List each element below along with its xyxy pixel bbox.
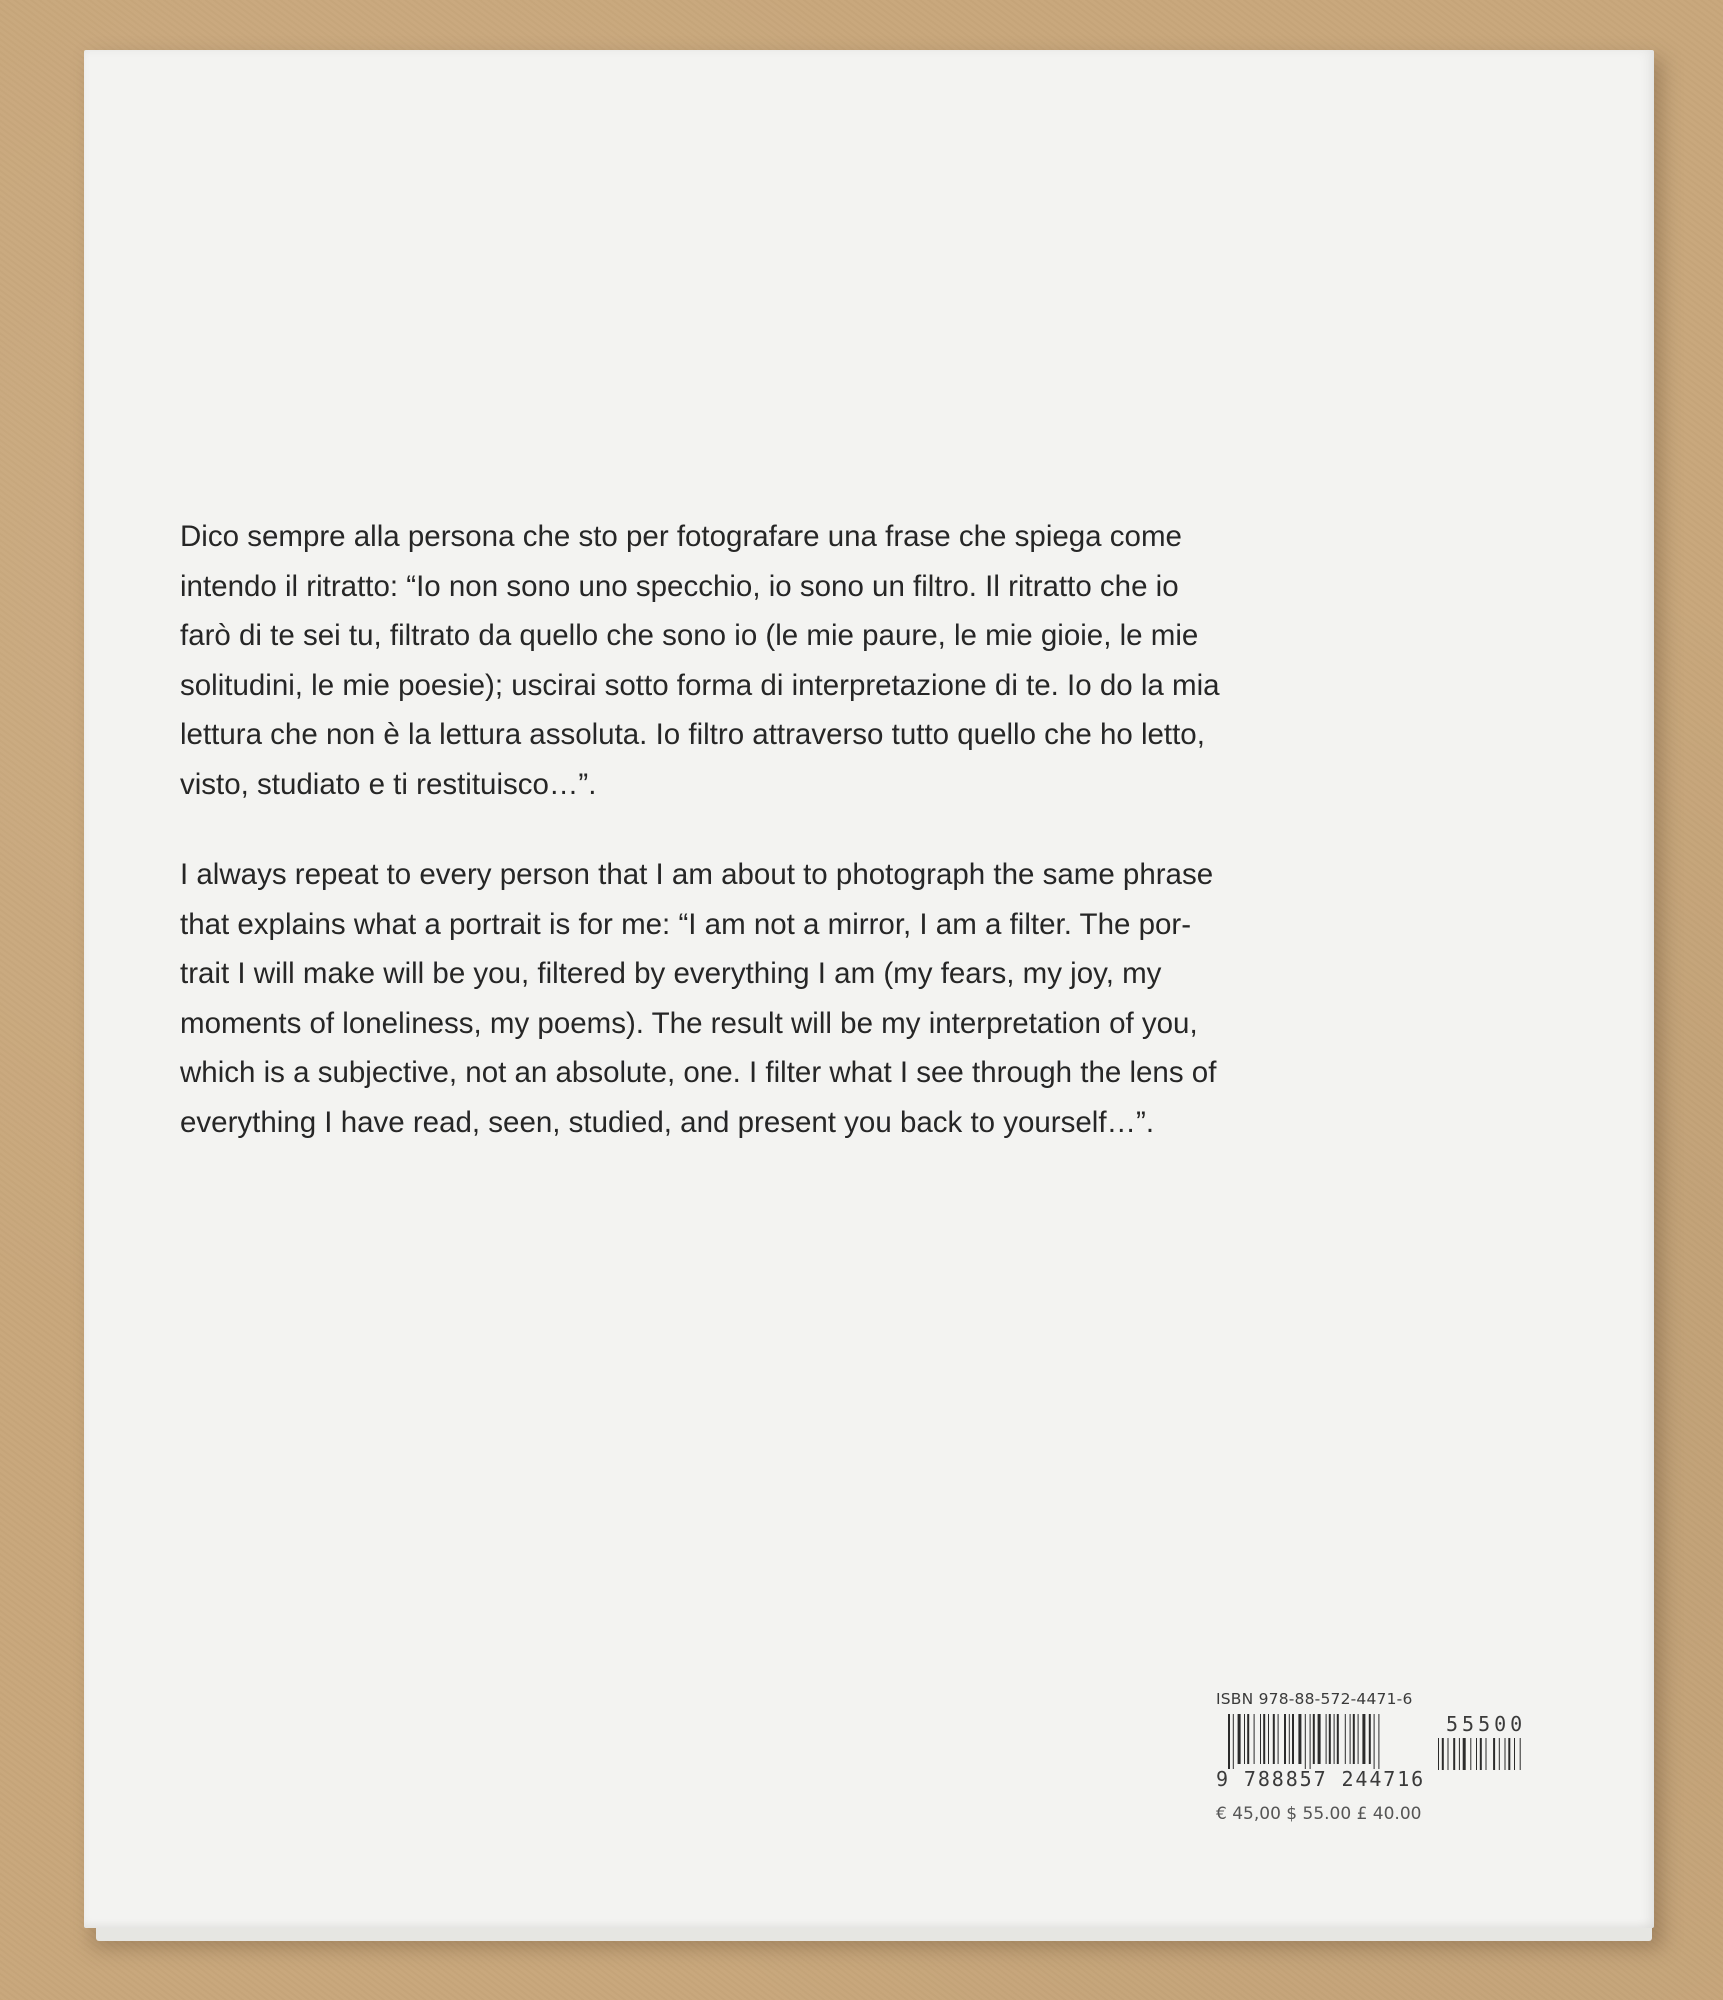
addon-bar bbox=[1448, 1738, 1449, 1770]
barcode-bar bbox=[1334, 1714, 1335, 1764]
barcode-bar bbox=[1292, 1714, 1294, 1764]
barcode-bar bbox=[1284, 1714, 1286, 1764]
isbn-label: ISBN 978-88-572-4471-6 bbox=[1216, 1690, 1413, 1708]
barcode-bar bbox=[1289, 1714, 1290, 1764]
barcode-area bbox=[1216, 1690, 1556, 1830]
addon-digits: 55500 bbox=[1446, 1712, 1527, 1736]
barcode-bar bbox=[1329, 1714, 1331, 1764]
barcode-bar bbox=[1273, 1714, 1275, 1764]
barcode-bar bbox=[1345, 1714, 1346, 1764]
addon-bar bbox=[1476, 1738, 1477, 1770]
english-paragraph: I always repeat to every person that I am about to photograph the same phrase that explains what a portrait is for me: “I am not a mirror, I am a filter. The por- trait I will make will be you, filtered by everything I am (my fears, my joy, my moments of loneliness, my poems). The result will be my interpretation of you, which is a subjective, not an absolute, one. I filter what I see through the lens of everything I have read, seen, studied, and present you back to yourself…”. bbox=[180, 858, 1217, 1139]
barcode-bar bbox=[1350, 1714, 1351, 1764]
addon-bar bbox=[1480, 1738, 1482, 1770]
barcode-bar bbox=[1233, 1714, 1234, 1769]
barcode-bar bbox=[1268, 1714, 1269, 1764]
addon-bar bbox=[1514, 1738, 1515, 1770]
addon-bar bbox=[1470, 1738, 1471, 1770]
barcode-bar bbox=[1313, 1714, 1315, 1764]
barcode-bar bbox=[1254, 1714, 1255, 1764]
barcode-bar bbox=[1369, 1714, 1371, 1764]
addon-bar bbox=[1499, 1738, 1500, 1770]
addon-bar bbox=[1505, 1738, 1506, 1770]
italian-paragraph: Dico sempre alla persona che sto per fotografare una frase che spiega come intendo il ritratto: “Io non sono uno specchio, io sono un filtro. Il ritratto che io farò di te sei tu, filtrato da quello che sono io (le mie paure, le mie gioie, le mie solitudini, le mie poesie); uscirai sotto forma di interpretazione di te. Io do la mia lettura che non è la lettura assoluta. Io filtro attraverso tutto quello che ho letto, visto, studiato e ti restituisco…”. bbox=[180, 520, 1220, 801]
barcode-bar bbox=[1298, 1714, 1301, 1764]
barcode-bar bbox=[1353, 1714, 1355, 1764]
addon-bar bbox=[1520, 1738, 1521, 1770]
addon-bar bbox=[1508, 1738, 1510, 1770]
price-list: € 45,00 $ 55.00 £ 40.00 bbox=[1216, 1804, 1422, 1824]
addon-bar bbox=[1493, 1738, 1495, 1770]
barcode-bar bbox=[1337, 1714, 1339, 1764]
addon-bar bbox=[1486, 1738, 1487, 1770]
barcode-bar bbox=[1247, 1714, 1249, 1764]
addon-bar bbox=[1453, 1738, 1455, 1770]
barcode-bar bbox=[1318, 1714, 1321, 1764]
addon-bar bbox=[1463, 1738, 1466, 1770]
barcode-bar bbox=[1228, 1714, 1230, 1769]
back-cover-text bbox=[180, 512, 1435, 1147]
ean-barcode bbox=[1228, 1714, 1438, 1769]
barcode-bar bbox=[1244, 1714, 1245, 1764]
barcode-bar bbox=[1305, 1714, 1306, 1769]
addon-bar bbox=[1442, 1738, 1444, 1770]
barcode-bar bbox=[1260, 1714, 1261, 1764]
barcode-bar bbox=[1326, 1714, 1327, 1764]
barcode-bar bbox=[1362, 1714, 1365, 1764]
barcode-bar bbox=[1263, 1714, 1265, 1764]
barcode-bar bbox=[1278, 1714, 1279, 1764]
addon-barcode bbox=[1438, 1738, 1534, 1770]
ean-digits: 9 788857 244716 bbox=[1216, 1767, 1426, 1791]
barcode-bar bbox=[1238, 1714, 1241, 1764]
addon-bar bbox=[1438, 1738, 1439, 1770]
barcode-bar bbox=[1310, 1714, 1311, 1769]
barcode-bar bbox=[1358, 1714, 1359, 1764]
addon-bar bbox=[1459, 1738, 1460, 1770]
barcode-bar bbox=[1378, 1714, 1379, 1769]
barcode-bar bbox=[1374, 1714, 1375, 1769]
